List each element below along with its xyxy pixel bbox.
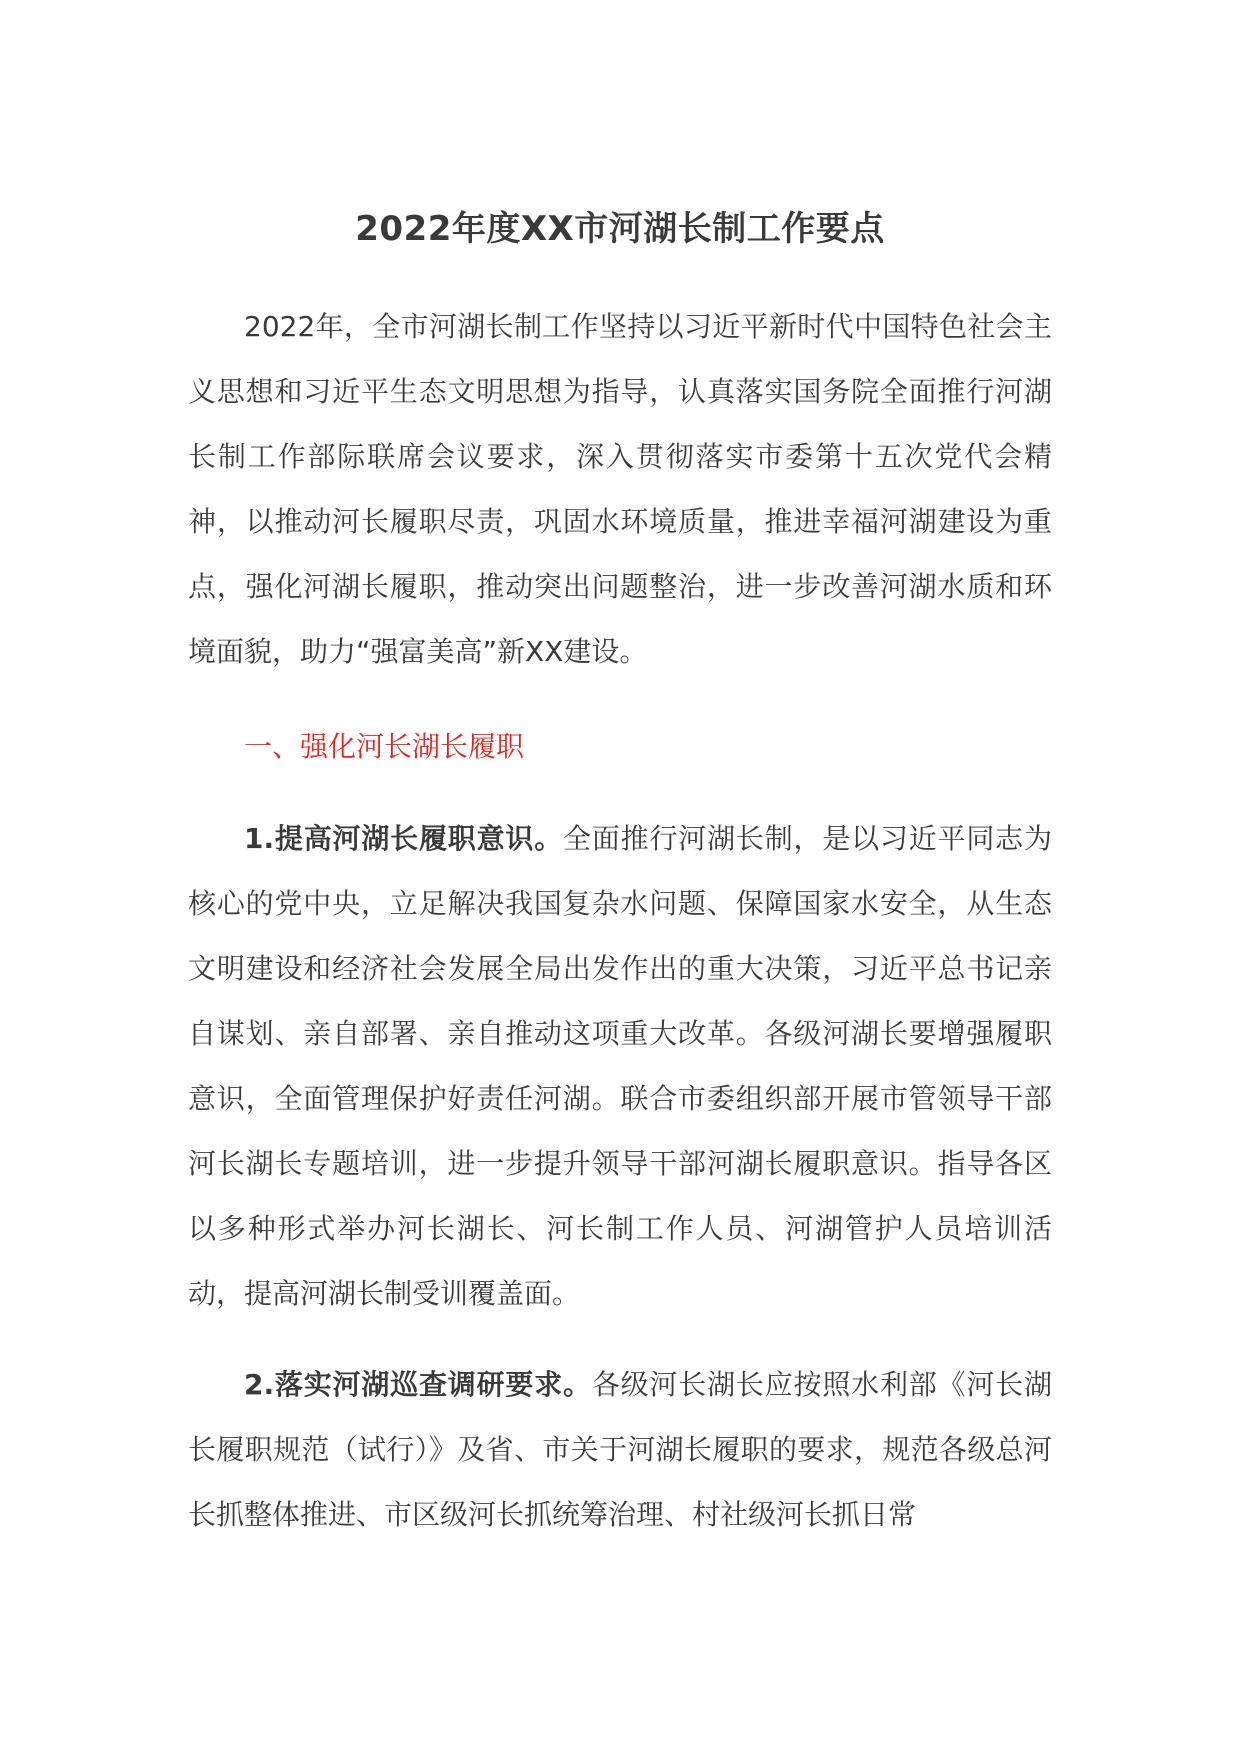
document-title: 2022年度XX市河湖长制工作要点: [355, 209, 885, 249]
item-body: 全面推行河湖长制，是以习近平同志为核心的党中央，立足解决我国复杂水问题、保障国家水安全，从生态文明建设和经济社会发展全局出发作出的重大决策，习近平总书记亲自谋划、亲自部署、亲自推动这项重大改革。各级河湖长要增强履职意识，全面管理保护好责任河湖。联合市委组织部开展市管领导干部河长湖长专题培训，进一步提升领导干部河湖长履职意识。指导各区以多种形式举办河长湖长、河长制工作人员、河湖管护人员培训活动，提高河湖长制受训覆盖面。: [188, 822, 1052, 1310]
section-heading: 一、强化河长湖长履职: [244, 730, 525, 763]
item-lead: 1.提高河湖长履职意识。: [244, 822, 564, 855]
item-body: 各级河长湖长应按照水利部《河长湖长履职规范（试行）》及省、市关于河湖长履职的要求，规范各级总河长抓整体推进、市区级河长抓统筹治理、村社级河长抓日常: [188, 1368, 1052, 1531]
item-lead: 2.落实河湖巡查调研要求。: [244, 1368, 592, 1401]
document-body: [188, 196, 1052, 1547]
intro-paragraph: 2022年，全市河湖长制工作坚持以习近平新时代中国特色社会主义思想和习近平生态文明思想为指导，认真落实国务院全面推行河湖长制工作部际联席会议要求，深入贯彻落实市委第十五次党代会精神，以推动河长履职尽责，巩固水环境质量，推进幸福河湖建设为重点，强化河湖长履职，推动突出问题整治，进一步改善河湖水质和环境面貌，助力“强富美高”新XX建设。: [188, 310, 1052, 668]
list-item: [188, 1352, 1052, 1547]
list-item: [188, 806, 1052, 1326]
